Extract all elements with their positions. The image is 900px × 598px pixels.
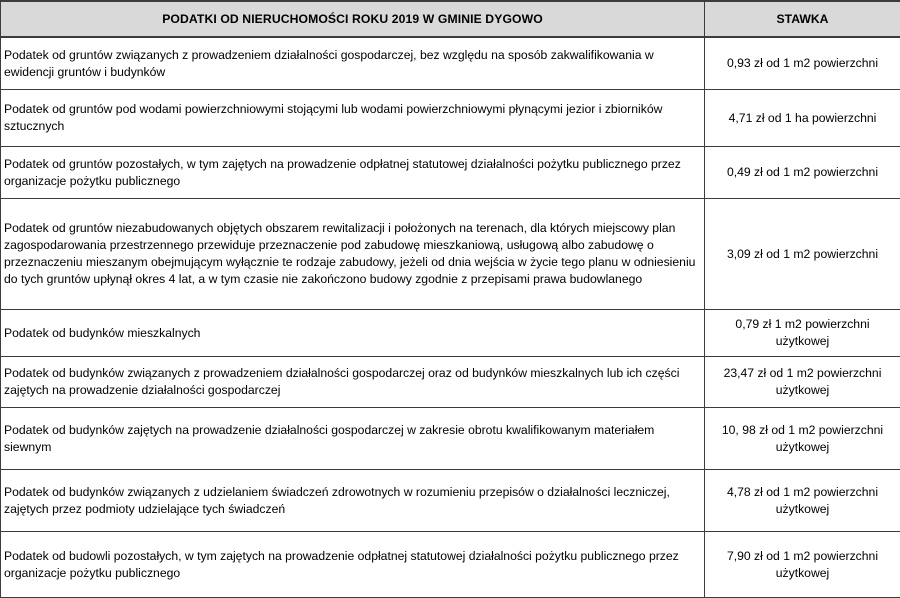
rate-column-header: STAWKA <box>705 1 900 37</box>
table-header-row <box>1 1 900 37</box>
table-row <box>1 408 900 470</box>
tax-rate: 4,71 zł od 1 ha powierzchni <box>705 90 900 147</box>
tax-rate: 10, 98 zł od 1 m2 powierzchni użytkowej <box>705 408 900 470</box>
table-row <box>1 532 900 598</box>
tax-description: Podatek od budynków zajętych na prowadzenie działalności gospodarczej w zakresie obrotu kwalifikowanym materiałem siewnym <box>1 408 705 470</box>
tax-rate: 0,49 zł od 1 m2 powierzchni <box>705 147 900 199</box>
tax-description: Podatek od gruntów związanych z prowadzeniem działalności gospodarczej, bez względu na sposób zakwalifikowania w ewidencji gruntów i budynków <box>1 37 705 90</box>
table-title: PODATKI OD NIERUCHOMOŚCI ROKU 2019 W GMINIE DYGOWO <box>1 1 705 37</box>
table-row <box>1 310 900 357</box>
tax-rate: 4,78 zł od 1 m2 powierzchni użytkowej <box>705 470 900 532</box>
tax-description: Podatek od budynków związanych z udzielaniem świadczeń zdrowotnych w rozumieniu przepisów o działalności leczniczej, zajętych przez podmioty udzielające tych świadczeń <box>1 470 705 532</box>
tax-description: Podatek od budynków związanych z prowadzeniem działalności gospodarczej oraz od budynków mieszkalnych lub ich części zajętych na prowadzenie działalności gospodarczej <box>1 357 705 408</box>
table-row <box>1 199 900 310</box>
table-row <box>1 357 900 408</box>
tax-description: Podatek od gruntów pod wodami powierzchniowymi stojącymi lub wodami powierzchniowymi płynącymi jezior i zbiorników sztucznych <box>1 90 705 147</box>
tax-rate: 0,93 zł od 1 m2 powierzchni <box>705 37 900 90</box>
table-row <box>1 37 900 90</box>
table-row <box>1 90 900 147</box>
tax-rate: 23,47 zł od 1 m2 powierzchni użytkowej <box>705 357 900 408</box>
tax-description: Podatek od budynków mieszkalnych <box>1 310 705 357</box>
tax-rate: 0,79 zł 1 m2 powierzchni użytkowej <box>705 310 900 357</box>
tax-rate: 3,09 zł od 1 m2 powierzchni <box>705 199 900 310</box>
table-row <box>1 470 900 532</box>
table-row <box>1 147 900 199</box>
tax-description: Podatek od gruntów pozostałych, w tym zajętych na prowadzenie odpłatnej statutowej działalności pożytku publicznego przez organizacje pożytku publicznego <box>1 147 705 199</box>
tax-description: Podatek od budowli pozostałych, w tym zajętych na prowadzenie odpłatnej statutowej działalności pożytku publicznego przez organizacje pożytku publicznego <box>1 532 705 598</box>
tax-rate: 7,90 zł od 1 m2 powierzchni użytkowej <box>705 532 900 598</box>
tax-description: Podatek od gruntów niezabudowanych objętych obszarem rewitalizacji i położonych na terenach, dla których miejscowy plan zagospodarowania przestrzennego przewiduje przeznaczenie pod zabudowę mieszkaniową, usługową albo zabudowę o przeznaczeniu mieszanym obejmującym wyłącznie te rodzaje zabudowy, jeżeli od dnia wejścia w życie tego planu w odniesieniu do tych gruntów upłynął okres 4 lat, a w tym czasie nie zakończono budowy zgodnie z przepisami prawa budowlanego <box>1 199 705 310</box>
